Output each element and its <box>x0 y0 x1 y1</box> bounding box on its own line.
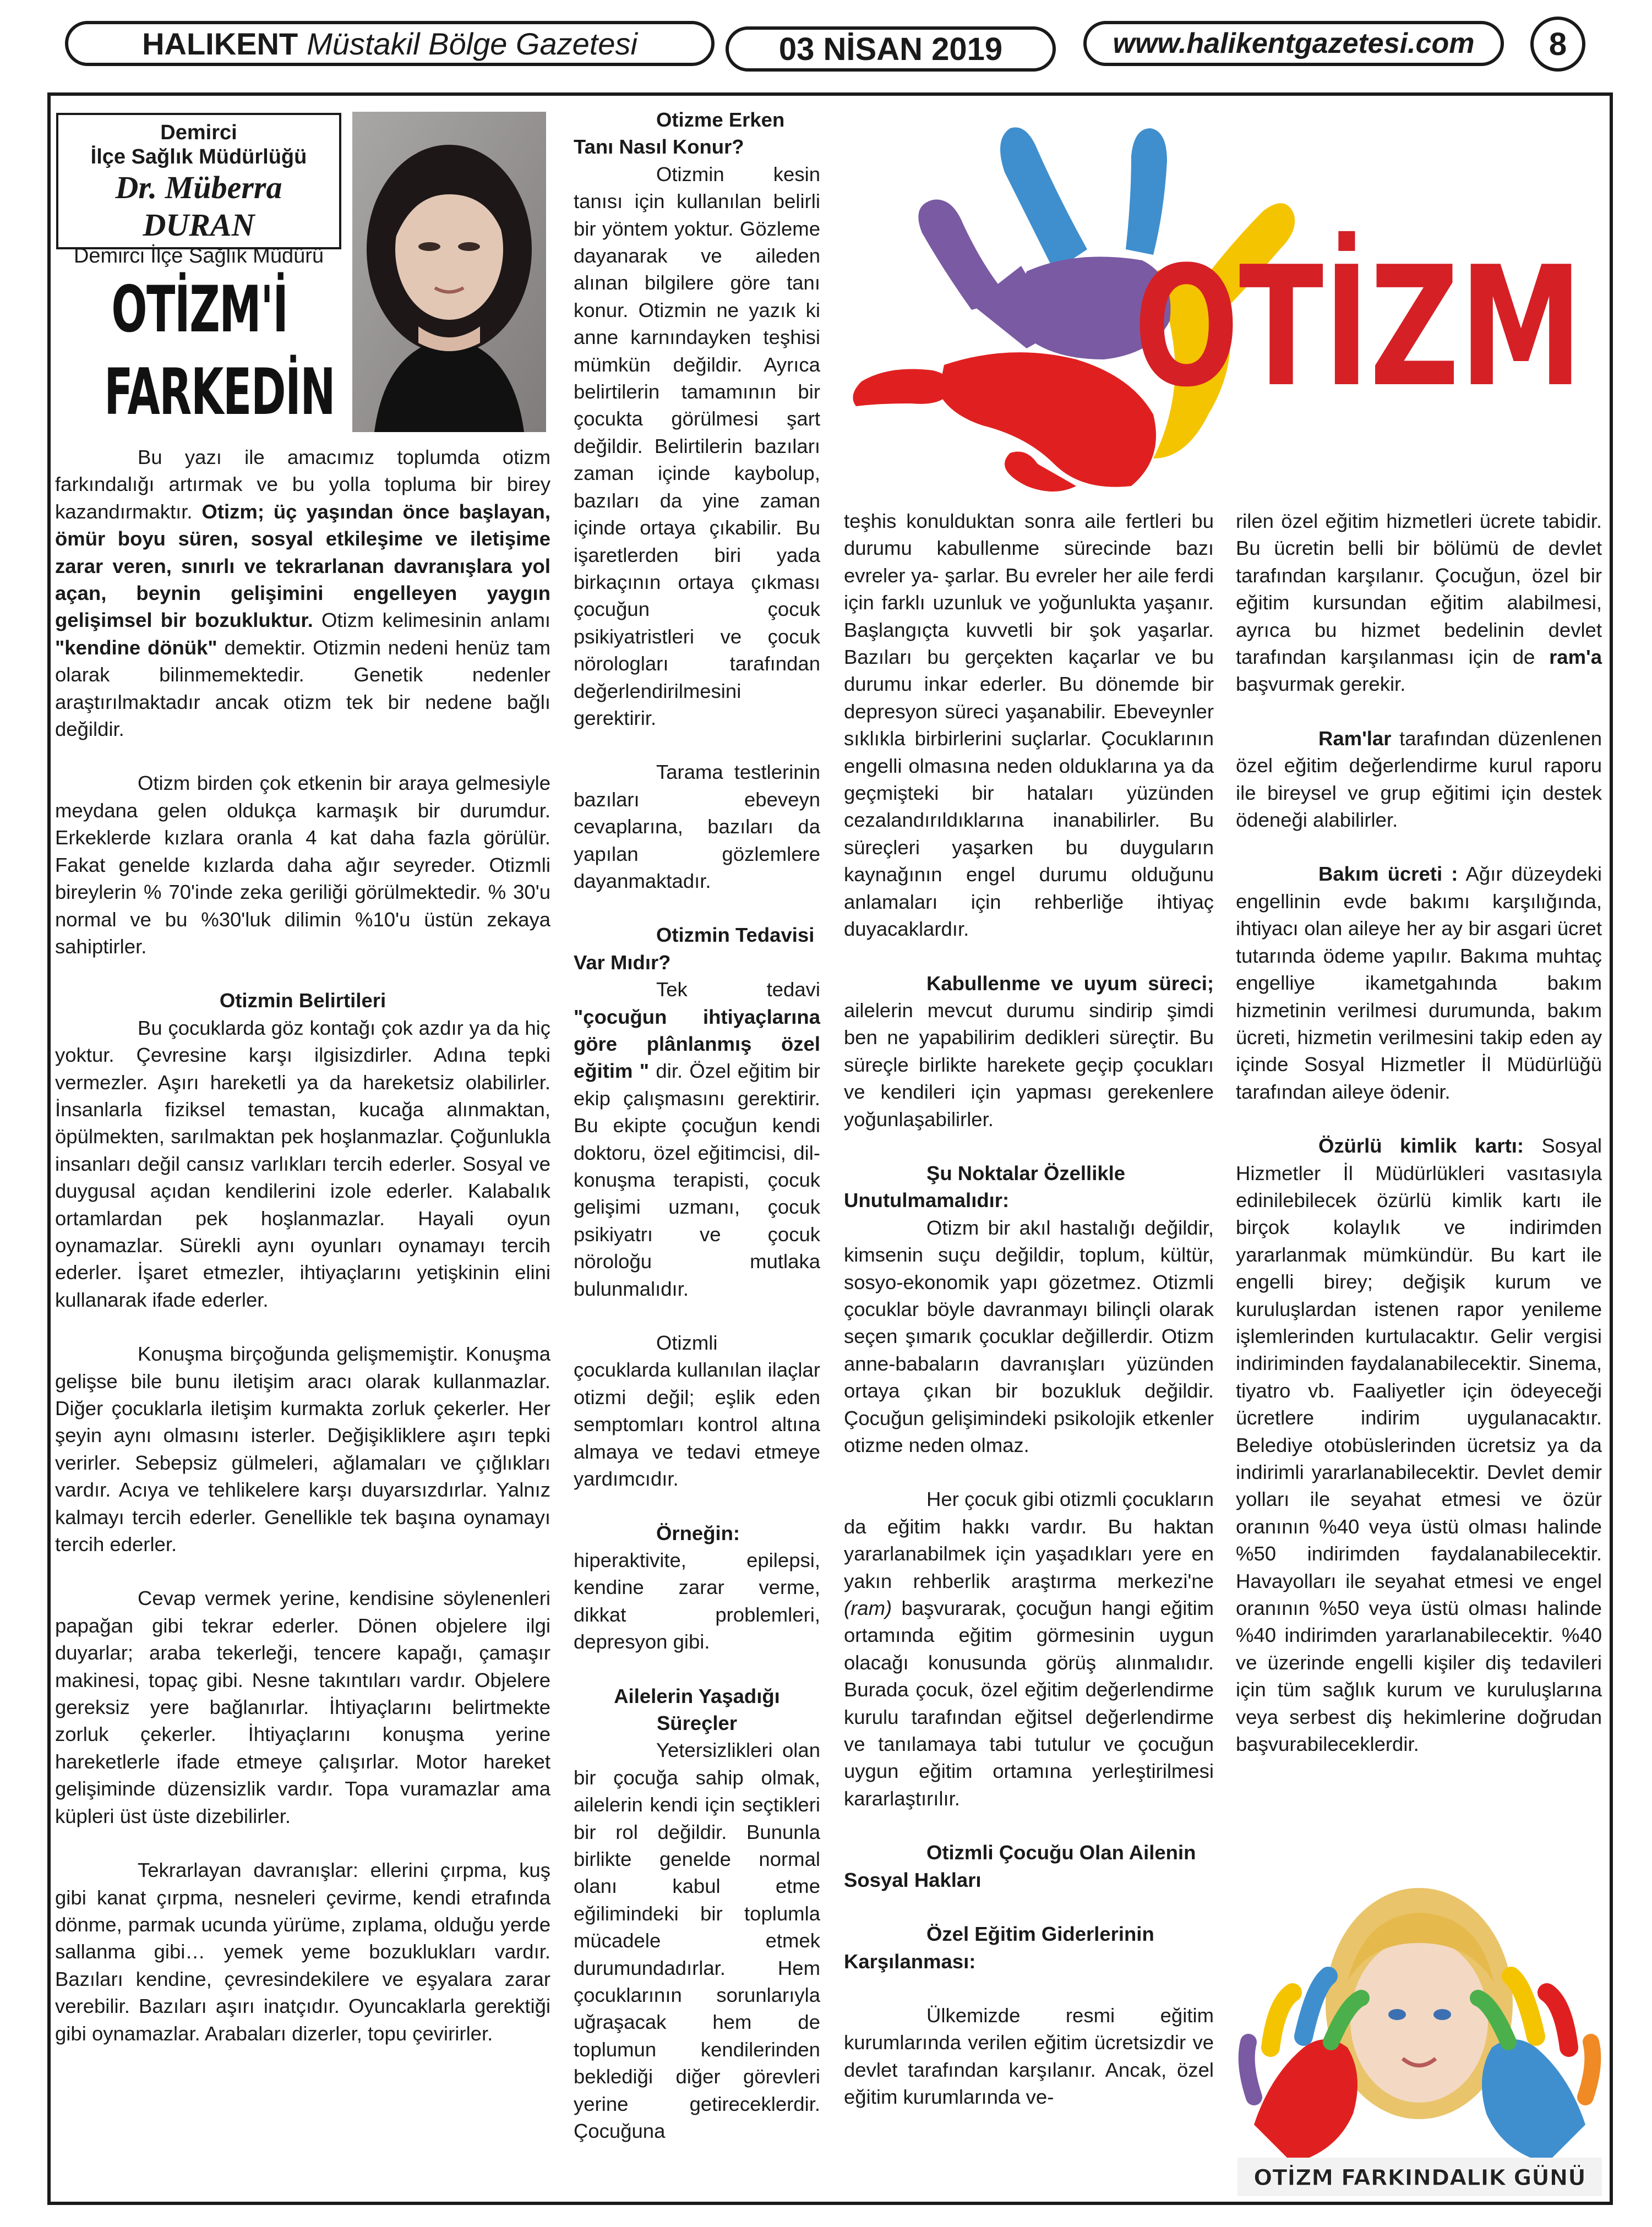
paragraph: Otizmin kesin tanısı için kullanılan belirli bir yöntem yoktur. Gözleme dayanarak ve aileden alınan bilgilere göre tanı konur. Otizmin ne yazık ki anne karnındayken teşhisi mümkün değildir. Ayrıca belirtilerin tamamının bir çocukta görülmesi şart değildir. Belirtilerin bazıları zaman içinde kaybolup, bazıları da yine zaman içinde ortaya çıkabilir. Bu işaretlerden biri yada birkaçının ortaya çıkması çocuğun çocuk psikiyatristleri ve çocuk nörologları tarafından değerlendirilmesini gerektirir. <box>574 162 820 729</box>
page-number: 8 <box>1530 17 1585 72</box>
article-headline <box>104 269 335 434</box>
section-heading: Otizmli Çocuğu Olan Ailenin Sosyal Hakları <box>844 1841 1196 1891</box>
paragraph: Tek tedavi "çocuğun ihtiyaçlarına göre plânlanmış özel eğitim " dir. Özel eğitim bir ekip çalışmasını gerektirir. Bu ekipte çocuğun kendi doktoru, özel eğitimcisi, dil-konuşma terapisti, çocuk gelişimi uzmanı, çocuk psikiyatrı ve çocuk nöroloğu mutlaka bulunmalıdır. <box>574 978 821 1300</box>
paragraph: Özürlü kimlik kartı: Sosyal Hizmetler İl Müdürlükleri vasıtasıyla edinilebilecek özürlü kimlik kartı ile birçok kolaylık ve indirimden yararlanmak mümkündür. Bu kart ile engelli birey; değişik kurum ve kuruluşlardan istenen rapor yenileme işlemlerinden kurtulacaktır. Gelir vergisi indiriminden faydalanabilecektir. Sinema, tiyatro vb. Faaliyetler için ödeyeceği ücretlere indirim uygulanacaktır. Belediye otobüslerinden ücretsiz ya da indirimli yararlanabilecektir. Devlet demir yolları ile seyahat etmesi ve özür oranının %40 veya üstü olması halinde %50 indirimden faydalanabilecektir. Havayolları ile seyahat etmesi ve engel oranının %50 veya üstü olması halinde %40 indirimden yararlanabilecektir. %40 ve üzerinde engelli kişiler diş tedavileri için tüm sağlık kurum ve kuruluşlarına veya serbest diş hekimlerine doğrudan başvurabileceklerdir. <box>1236 1134 1602 1756</box>
article-column-4 <box>1236 507 1602 1784</box>
paragraph: Tarama testlerinin bazıları ebeveyn cevaplarına, bazıları da yapılan gözlemlere dayanmaktadır. <box>574 761 820 892</box>
brand-name: HALIKENT <box>142 26 298 61</box>
section-heading: Otizmin Belirtileri <box>219 989 386 1012</box>
hand-red-finger <box>853 369 951 407</box>
website-url: www.halikentgazetesi.com <box>1083 21 1504 66</box>
paragraph: teşhis konulduktan sonra aile fertleri bu durumu kabullenme sürecinde bazı evreler ya- şarlar. Bu evreler her aile ferdi için farklı uzunluk ve yoğunlukta yaşanır. Başlangıçta kuvvetli bir şok yaşarlar. Bazıları bu gerçekten kaçarlar ve bu durumu inkar ederler. Bu dönemde bir depresyon süreci yaşanabilir. Ebeveynler sıklıkla birbirlerini suçlarlar. Çocuklarının engelli olmasına neden olduklarına ya da geçmişteki bir hataları yüzünden cezalandırıldıklarına inanabilirler. Bu süreçleri yaşarken bu duyguların kaynağının engel durumu olduğunu anlamaları için rehberliğe ihtiyaç duyacaklardır. <box>844 510 1214 941</box>
awareness-caption: OTİZM FARKINDALIK GÜNÜ <box>1253 2165 1586 2191</box>
hand-red-palm <box>939 352 1156 487</box>
hand-blue-finger <box>1000 127 1087 271</box>
section-heading: Şu Noktalar Özellikle Unutulmamalıdır: <box>844 1161 1126 1212</box>
author-office: İlçe Sağlık Müdürlüğü <box>90 145 307 168</box>
author-name: Dr. Müberra DURAN <box>115 170 282 243</box>
section-heading: Özel Eğitim Giderlerinin Karşılanması: <box>844 1923 1154 1973</box>
logo-wordmark: OTİZM <box>1133 231 1583 424</box>
paragraph: Otizm birden çok etkenin bir araya gelmesiyle meydana gelen oldukça karmaşık bir durumdur. Erkeklerde kızlara oranla 4 kat daha fazla görülür. Fakat genelde kızlarda daha ağır seyreder. Otizmli bireylerin % 70'inde zeka geriliği görülmektedir. % 30'u normal ve bu %30'luk dilimin %10'u üstün zekaya sahiptirler. <box>55 772 550 958</box>
section-heading: Otizmin Tedavisi Var Mıdır? <box>574 924 815 974</box>
paragraph: rilen özel eğitim hizmetleri ücrete tabidir. Bu ücretin belli bir bölümü de devlet tarafından karşılanır. Çocuğun, özel bir eğitim kursundan eğitim alabilmesi, ayrıca bu hizmet bedelinin devlet tarafından karşılanması için de ram'a başvurmak gerekir. <box>1236 510 1602 696</box>
paragraph: Otizmli çocuklarda kullanılan ilaçlar otizmi değil; eşlik eden semptomları kontrol altına almaya ve tedavi etmeye yardımcıdır. <box>574 1331 820 1491</box>
issue-date: 03 NİSAN 2019 <box>726 26 1056 72</box>
paragraph: Otizm bir akıl hastalığı değildir, kimsenin suçu değildir, toplum, kültür, sosyo-ekonomik yapı gözetmez. Otizmli çocuklar böyle davranmayı bilinçli olarak seçen şımarık çocuklar değillerdir. Otizm anne-babaların davranışları yüzünden ortaya çıkan bir bozukluk değildir. Çocuğun gelişimindeki psikolojik etkenler otizme neden olmaz. <box>844 1216 1214 1456</box>
paragraph: Tekrarlayan davranışlar: ellerini çırpma, kuş gibi kanat çırpma, nesneleri çevirme, kendi etrafında dönme, parmak ucunda yürüme, zıplama, olduğu yerde sallanma gibi… yemek yeme bozuklukları vardır. Bazıları kendine, çevresindekilere ve eşyalara zarar verebilir. Bazıları aşırı inatçıdır. Oyuncaklarla gerektiği gibi oynamazlar. Arabaları dizerler, topu çevirirler. <box>55 1859 550 2045</box>
section-heading: Otizme Erken Tanı Nasıl Konur? <box>574 108 785 159</box>
paragraph: Yetersizlikleri olan bir çocuğa sahip olmak, ailelerin kendi için seçtikleri bir rol değildir. Bununla birlikte genelde normal olanı kabul etme eğilimindeki bir toplumla mücadele etmek durumundadırlar. Hem çocuklarının sorunlarıyla uğraşacak hem de toplumun kendilerinden beklediği diğer görevleri yerine getireceklerdir. Çocuğuna <box>574 1739 820 2143</box>
paragraph: Bakım ücreti : Ağır düzeydeki engellinin evde bakımı karşılığında, ihtiyacı olan aileye her ay bir asgari ücret tutarında ödeme yapılır. Bakıma muhtaç engelliye ikametgahında bakım hizmetinin verilmesi durumunda, bakım ücreti, hizmetin verilmesini takip eden ay içinde Sosyal Hizmetler İl Müdürlüğü tarafından aileye ödenir. <box>1236 863 1602 1103</box>
section-heading: Ailelerin Yaşadığı Süreçler <box>614 1684 780 1734</box>
paragraph: Kabullenme ve uyum süreci; ailelerin mevcut durumu sindirip şimdi ben ne yapabilirim dedikleri süreçtir. Bu süreçle birlikte harekete geçip çocukları ve kendileri için yapması gerekenlere yoğunlaşabilirler. <box>844 971 1214 1131</box>
paragraph: Cevap vermek yerine, kendisine söylenenleri papağan gibi tekrar ederler. Dönen objelere ilgi duyarlar; araba tekerleği, tencere kapağı, çamaşır makinesi, topaç gibi. Nesne takıntıları vardır. Objelere gereksiz yere bağlanırlar. İhtiyaçlarını belirtmekte zorluk çekerler. İhtiyaçlarını konuşma yerine hareketlerle ifade etmeye çalışırlar. Motor hareket gelişiminde düzensizlik vardır. Topa vuramazlar ama küpleri üst üste dizebilirler. <box>55 1587 550 1827</box>
autism-hand-logo <box>845 106 1602 497</box>
paragraph: Bu yazı ile amacımız toplumda otizm farkındalığı artırmak ve bu yolla topluma bir birey kazandırmaktır. Otizm; üç yaşından önce başlayan, ömür boyu süren, sosyal etkileşime ve iletişime zarar veren, sınırlı ve tekrarlanan davranışlara yol açan, beynin gelişimini engelleyen yaygın gelişimsel bir bozukluktur. Otizm kelimesinin anlamı "kendine dönük" demektir. Otizmin nedeni henüz tam olarak bilinmemektedir. Genetik nedenler araştırılmaktadır ancak otizm tek bir nedene bağlı değildir. <box>55 446 551 741</box>
paragraph: Her çocuk gibi otizmli çocukların da eğitim hakkı vardır. Bu haktan yararlanabilmek için yaşadıkları yere en yakın rehberlik araştırma merkezi'ne (ram) başvurarak, çocuğun hangi eğitim ortamında eğitim görmesinin uygun olacağı konusunda görüş alınmalıdır. Burada çocuk, özel eğitim değerlendirme kurulu tarafından eğitsel değerlendirme ve tanılamaya tabi tutulur ve çocuğun uygun eğitim ortamına yerleştirilmesi kararlaştırılır. <box>844 1488 1214 1810</box>
paragraph: Ram'lar tarafından düzenlenen özel eğitim değerlendirme kurul raporu ile bireysel ve grup eğitimi için destek ödeneği alabilirler. <box>1236 727 1602 832</box>
paragraph: Ülkemizde resmi eğitim kurumlarında verilen eğitim ücretsizdir ve devlet tarafından karşılanır. Ancak, özel eğitim kurumlarında ve- <box>844 2004 1214 2109</box>
article-column-2 <box>574 106 820 2171</box>
masthead-brand <box>65 21 715 66</box>
paragraph: Örneğin: hiperaktivite, epilepsi, kendine zarar verme, dikkat problemleri, depresyon gibi. <box>574 1521 820 1653</box>
paragraph: Konuşma birçoğunda gelişmemiştir. Konuşma gelişse bile bunu iletişim aracı olarak kullanmazlar. Diğer çocuklarla iletişim kurmakta zorluk çekerler. Her şeyin aynı olmasını isterler. Değişikliklere aşırı tepki verirler. Sebepsiz gülmeleri, ağlamaları ve çığlıkları vardır. Acıya ve tehlikelere karşı duyarsızdırlar. Yalnız kalmayı tercih ederler. Genellikle tek başına oynamayı tercih ederler. <box>55 1342 550 1556</box>
headline-line-2: FARKEDİN <box>104 355 335 429</box>
paragraph: Bu çocuklarda göz kontağı çok azdır ya da hiç yoktur. Çevresine karşı ilgisizdirler. Adına tepki vermezler. Aşırı hareketli ya da hareketsiz olabilirler. İnsanlarla fiziksel temastan, kucağa alınmaktan, öpülmekten, sarılmaktan pek hoşlanmazlar. Çoğunlukla insanları değil cansız varlıkları tercih ederler. Sosyal ve duygusal açıdan kendilerini izole ederler. Kalabalık ortamlardan pek hoşlanmazlar. Hayali oyun oynamazlar. Sürekli aynı oyunları oynamayı tercih ederler. İşaret etmezler, ihtiyaçlarını yetişkinin elini kullanarak ifade ederler. <box>55 1016 550 1311</box>
author-portrait <box>352 112 546 432</box>
article-column-3 <box>844 507 1214 2138</box>
author-box <box>56 113 341 268</box>
headline-line-1: OTİZM'İ <box>111 272 288 347</box>
author-location: Demirci <box>160 121 237 144</box>
brand-subtitle: Müstakil Bölge Gazetesi <box>307 26 637 61</box>
author-role: Demirci İlçe Sağlık Müdürü <box>73 244 324 268</box>
awareness-day-photo <box>1237 1866 1602 2196</box>
article-column-1 <box>55 444 550 2074</box>
